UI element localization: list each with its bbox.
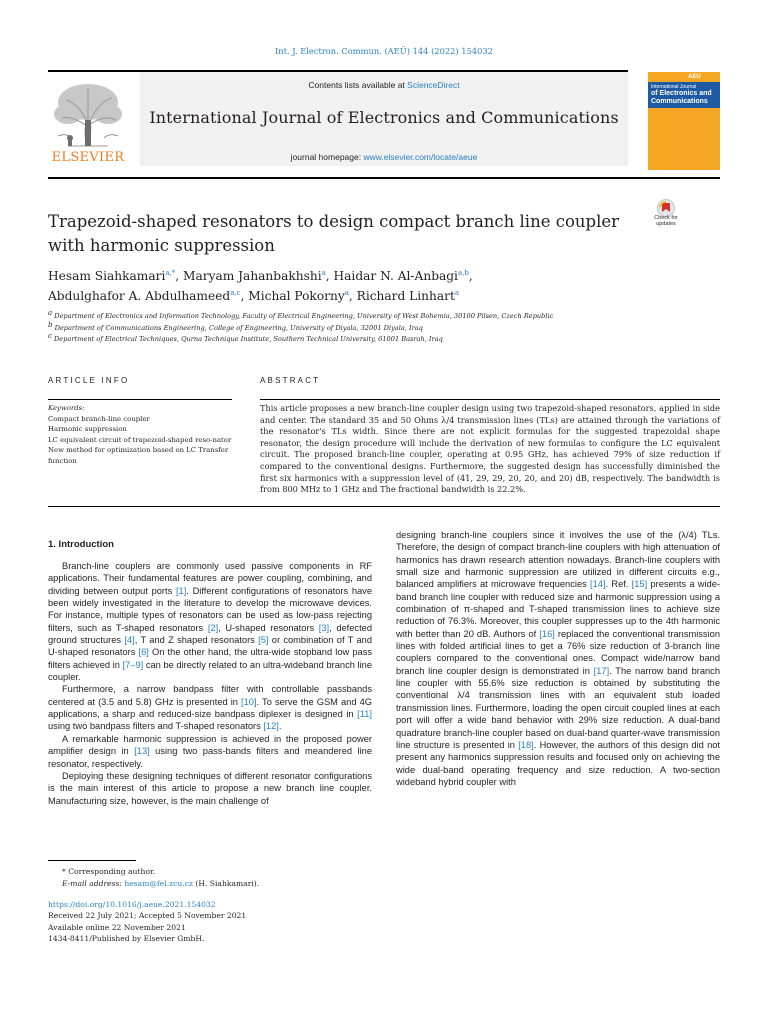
keyword-item: New method for optimization based on LC Transfer function — [48, 446, 229, 465]
body-text: presents a wide-band branch line coupler with reduced size and harmonic suppression using a combination of π-shaped and T-shaped transmission lines to achieve size reduction of 76.3%. Moreover, this coupler suppresses up to the 4th harmonic with better than 20 dB. Authors of — [396, 579, 720, 639]
affiliation-mark: a — [48, 308, 53, 317]
body-text: using two pass-bands filters and meandered line resonator, respectively. — [48, 746, 372, 769]
author-name[interactable]: Richard Linhart — [356, 289, 455, 303]
journal-citation[interactable]: Int. J. Electron. Commun. (AEÜ) 144 (2022) 154032 — [275, 46, 493, 56]
author-affiliation-mark[interactable]: a,b — [457, 268, 469, 277]
affiliation-list — [48, 308, 708, 346]
body-text: designing branch-line couplers since it involves the use of the (λ/4) TLs. Therefore, the design of compact branch-line couplers with high attenuation of harmonics has drawn research attention nowadays. Branch-line couplers with small size and harmonic suppression are utilized in different circuits e.g., balanced amplifiers at microwave frequencies — [396, 530, 720, 590]
reference-link[interactable]: [18] — [518, 739, 534, 750]
body-text: using two bandpass filters and T-shaped resonators — [48, 721, 264, 732]
body-text: . However, the authors of this design did not present any harmonics suppression results and focused only on achieving the wide dual-band operating frequency and size reduction. A two-section wideband hybrid coupler with — [396, 739, 720, 787]
affiliation-mark: c — [48, 331, 52, 340]
reference-link[interactable]: [4] — [124, 635, 135, 646]
body-text: Branch-line couplers are commonly used passive components in RF applications. Their fundamental features are power coupling, combining, and dividing between output ports — [48, 561, 372, 596]
affiliation-item — [48, 320, 708, 335]
body-text: or combination of T and U-shaped resonators — [48, 635, 373, 658]
body-text: . The narrow band branch line coupler with 55.6% size reduction is obtained by substituting the conventional λ/4 transmission lines with an equivalent stub loaded transmission lines. Furthermore, loading the open circuit coupled lines at each port will offer a wide band behavior with 29% size reduction. A dual-band quadrature branch-line coupler based on dual-band quarter-wave transmission line structure is presented in — [396, 665, 720, 750]
affiliation-text: Department of Electrical Techniques, Qurna Technique Institute, Southern Technical University, 61001 Basrah, Iraq — [51, 335, 443, 343]
body-text: A remarkable harmonic suppression is achieved in the proposed power amplifier design in — [48, 733, 372, 757]
keyword-item: LC equivalent circuit of trapezoid-shaped reso-nator — [48, 435, 232, 444]
abstract-text: This article proposes a new branch-line coupler design using two trapezoid-shaped resonators, applied in side and center. The standard 35 and 50 Ohms λ/4 transmission lines (TLs) are attained through the variations of the resonator's TLs width. Since there are not explicit formulas for the suggested trapezoidal shape resonator, the design procedure will include the derivation of new formulas to configure the LC equivalent circuit. The proposed branch-line coupler, operating at 0.95 GHz, has achieved 79% of size reduction if compared to the conventional designs. Furthermore, the suggested design has successfully diminished the first six harmonics with a suppression level of (41, 29, 29, 20, 20, and 20) dB, respectively. The bandwidth is from 800 MHz to 1 GHz and The fractional bandwidth is 22.2%. — [260, 403, 720, 495]
corresponding-author-note — [48, 866, 378, 878]
keywords-block — [48, 403, 232, 467]
issn-line: 1434-8411/Published by Elsevier GmbH. — [48, 933, 205, 943]
author-affiliation-mark[interactable]: a,* — [165, 268, 176, 277]
body-text: Deploying these designing techniques of different resonator configurations is the main interest of this article to propose a new branch line coupler. Manufacturing size, however, is the main challenge of — [48, 770, 372, 806]
sciencedirect-link[interactable]: ScienceDirect — [407, 80, 460, 90]
reference-link[interactable]: [1] — [175, 585, 187, 596]
author-name[interactable]: Michal Pokorny — [248, 289, 345, 303]
body-text: , T and Z shaped resonators — [134, 635, 259, 646]
reference-link[interactable]: [2] — [207, 622, 219, 633]
journal-title: International Journal of Electronics and Communications — [149, 108, 619, 127]
article-info-rule — [48, 399, 232, 400]
author-list — [48, 266, 688, 306]
reference-link[interactable]: [6] — [138, 647, 149, 658]
body-text: , defected ground structures — [48, 622, 372, 646]
body-paragraph — [48, 560, 372, 683]
reference-link[interactable]: [16] — [539, 628, 555, 639]
reference-link[interactable]: [5] — [258, 635, 269, 646]
journal-homepage-link[interactable]: www.elsevier.com/locate/aeue — [363, 152, 478, 162]
contents-prefix: Contents lists available at — [308, 80, 408, 90]
body-text: . To serve the GSM and 4G applications, a sharp and reduced-size bandpass diplexer is designed in — [48, 696, 372, 720]
abstract-bottom-rule — [48, 506, 720, 507]
journal-homepage-line — [140, 152, 628, 162]
author-affiliation-mark[interactable]: a — [321, 268, 326, 277]
affiliation-item — [48, 308, 708, 323]
author-email-link[interactable]: hesam@fel.zcu.cz — [124, 878, 193, 888]
author-affiliation-mark[interactable]: a,c — [230, 288, 241, 297]
check-for-updates-label[interactable]: Check for updates — [654, 215, 678, 227]
body-column-right — [396, 529, 720, 788]
body-text: . Ref. — [605, 579, 632, 590]
footnote-rule — [48, 860, 136, 861]
article-title: Trapezoid-shaped resonators to design compact branch line coupler with harmonic suppression — [48, 212, 620, 255]
cover-label: AEU — [688, 74, 701, 80]
reference-link[interactable]: [10] — [241, 696, 257, 707]
section-heading-introduction: 1. Introduction — [48, 539, 114, 550]
body-paragraph — [48, 733, 372, 770]
article-info-heading: ARTICLE INFO — [48, 376, 130, 385]
body-text: . — [278, 721, 282, 732]
keyword-item: Compact branch-line coupler — [48, 414, 150, 423]
footnotes — [48, 866, 378, 890]
author-affiliation-mark[interactable]: a — [454, 288, 460, 297]
reference-link[interactable]: [14] — [590, 579, 606, 590]
reference-link[interactable]: [11] — [357, 709, 372, 720]
author-affiliation-mark[interactable]: a — [344, 288, 349, 297]
author-separator: , — [325, 269, 334, 283]
reference-link[interactable]: [12] — [263, 721, 279, 732]
body-paragraph — [48, 770, 372, 807]
cover-title-line2: of Electronics and Communications — [651, 90, 712, 105]
body-paragraph — [396, 529, 720, 788]
author-separator: , — [240, 289, 249, 303]
contents-available-line — [140, 80, 628, 90]
masthead-bottom-rule — [48, 177, 720, 179]
body-text: Furthermore, a narrow bandpass filter with controllable passbands centered at (3.5 and 5.8) GHz is presented in — [48, 684, 372, 707]
reference-link[interactable]: [13] — [134, 746, 150, 757]
body-paragraph — [48, 683, 372, 732]
abstract-heading: ABSTRACT — [260, 376, 321, 385]
body-text: replaced the conventional transmission lines with folded artificial lines to get a 76% size reduction of 3-branch line couplers compared to the conventional ones. Compact wide/narrow band branch line coupler design is demonstrated in — [396, 628, 720, 676]
publisher-wordmark[interactable]: ELSEVIER — [51, 150, 125, 165]
body-column-left — [48, 560, 372, 807]
body-text: . Different configurations of resonators have been widely investigated in the literature to develop the microwave devices. For instance, multiple types of resonators can be used as low-pass rejecting filters, such as T-shaped resonators — [48, 585, 373, 633]
homepage-prefix: journal homepage: — [290, 152, 364, 162]
reference-link[interactable]: [7–9] — [122, 659, 144, 670]
email-note — [48, 878, 378, 890]
footnote-mark: * — [62, 867, 66, 876]
author-separator: , — [468, 269, 473, 283]
reference-link[interactable]: [17] — [593, 665, 610, 676]
author-separator: , — [175, 269, 184, 283]
author-name[interactable]: Hesam Siahkamari — [48, 269, 166, 283]
available-online-date: Available online 22 November 2021 — [48, 922, 186, 932]
doi-link[interactable]: https://doi.org/10.1016/j.aeue.2021.154032 — [48, 900, 216, 909]
body-text: , U-shaped resonators — [218, 622, 319, 633]
keywords-label: Keywords: — [48, 404, 85, 412]
abstract-rule — [260, 399, 720, 400]
reference-link[interactable]: [15] — [631, 579, 648, 590]
author-name[interactable]: Maryam Jahanbakhshi — [183, 269, 322, 283]
email-label: E-mail address: — [62, 878, 125, 888]
affiliation-text: Department of Electronics and Information Technology, Faculty of Electrical Engineering, University of West Bohemia, 30100 Pilsen, Czech Republic — [52, 312, 554, 320]
reference-link[interactable]: [3] — [318, 622, 330, 633]
author-name[interactable]: Haidar N. Al-Anbagi — [333, 269, 458, 283]
affiliation-mark: b — [48, 320, 53, 329]
author-separator: , — [348, 289, 357, 303]
keyword-item: Harmonic suppression — [48, 425, 127, 434]
affiliation-item — [48, 331, 708, 346]
publication-info — [48, 899, 378, 944]
body-text: can be directly related to an ultra-wideband branch line coupler. — [48, 659, 372, 683]
email-suffix: (H. Siahkamari). — [192, 878, 260, 888]
body-text: On the other hand, the ultra-wide stopband low pass filters achieved in — [48, 647, 372, 670]
received-dates: Received 22 July 2021; Accepted 5 November 2021 — [48, 911, 247, 921]
cover-title-line1: International Journal — [651, 84, 697, 90]
corresponding-author-text: Corresponding author. — [68, 867, 156, 876]
author-name[interactable]: Abdulghafor A. Abdulhameed — [48, 289, 231, 303]
affiliation-text: Department of Communications Engineering, College of Engineering, University of Diyala, 32001 Diyala, Iraq — [52, 323, 423, 332]
journal-cover-thumbnail[interactable] — [648, 72, 720, 170]
